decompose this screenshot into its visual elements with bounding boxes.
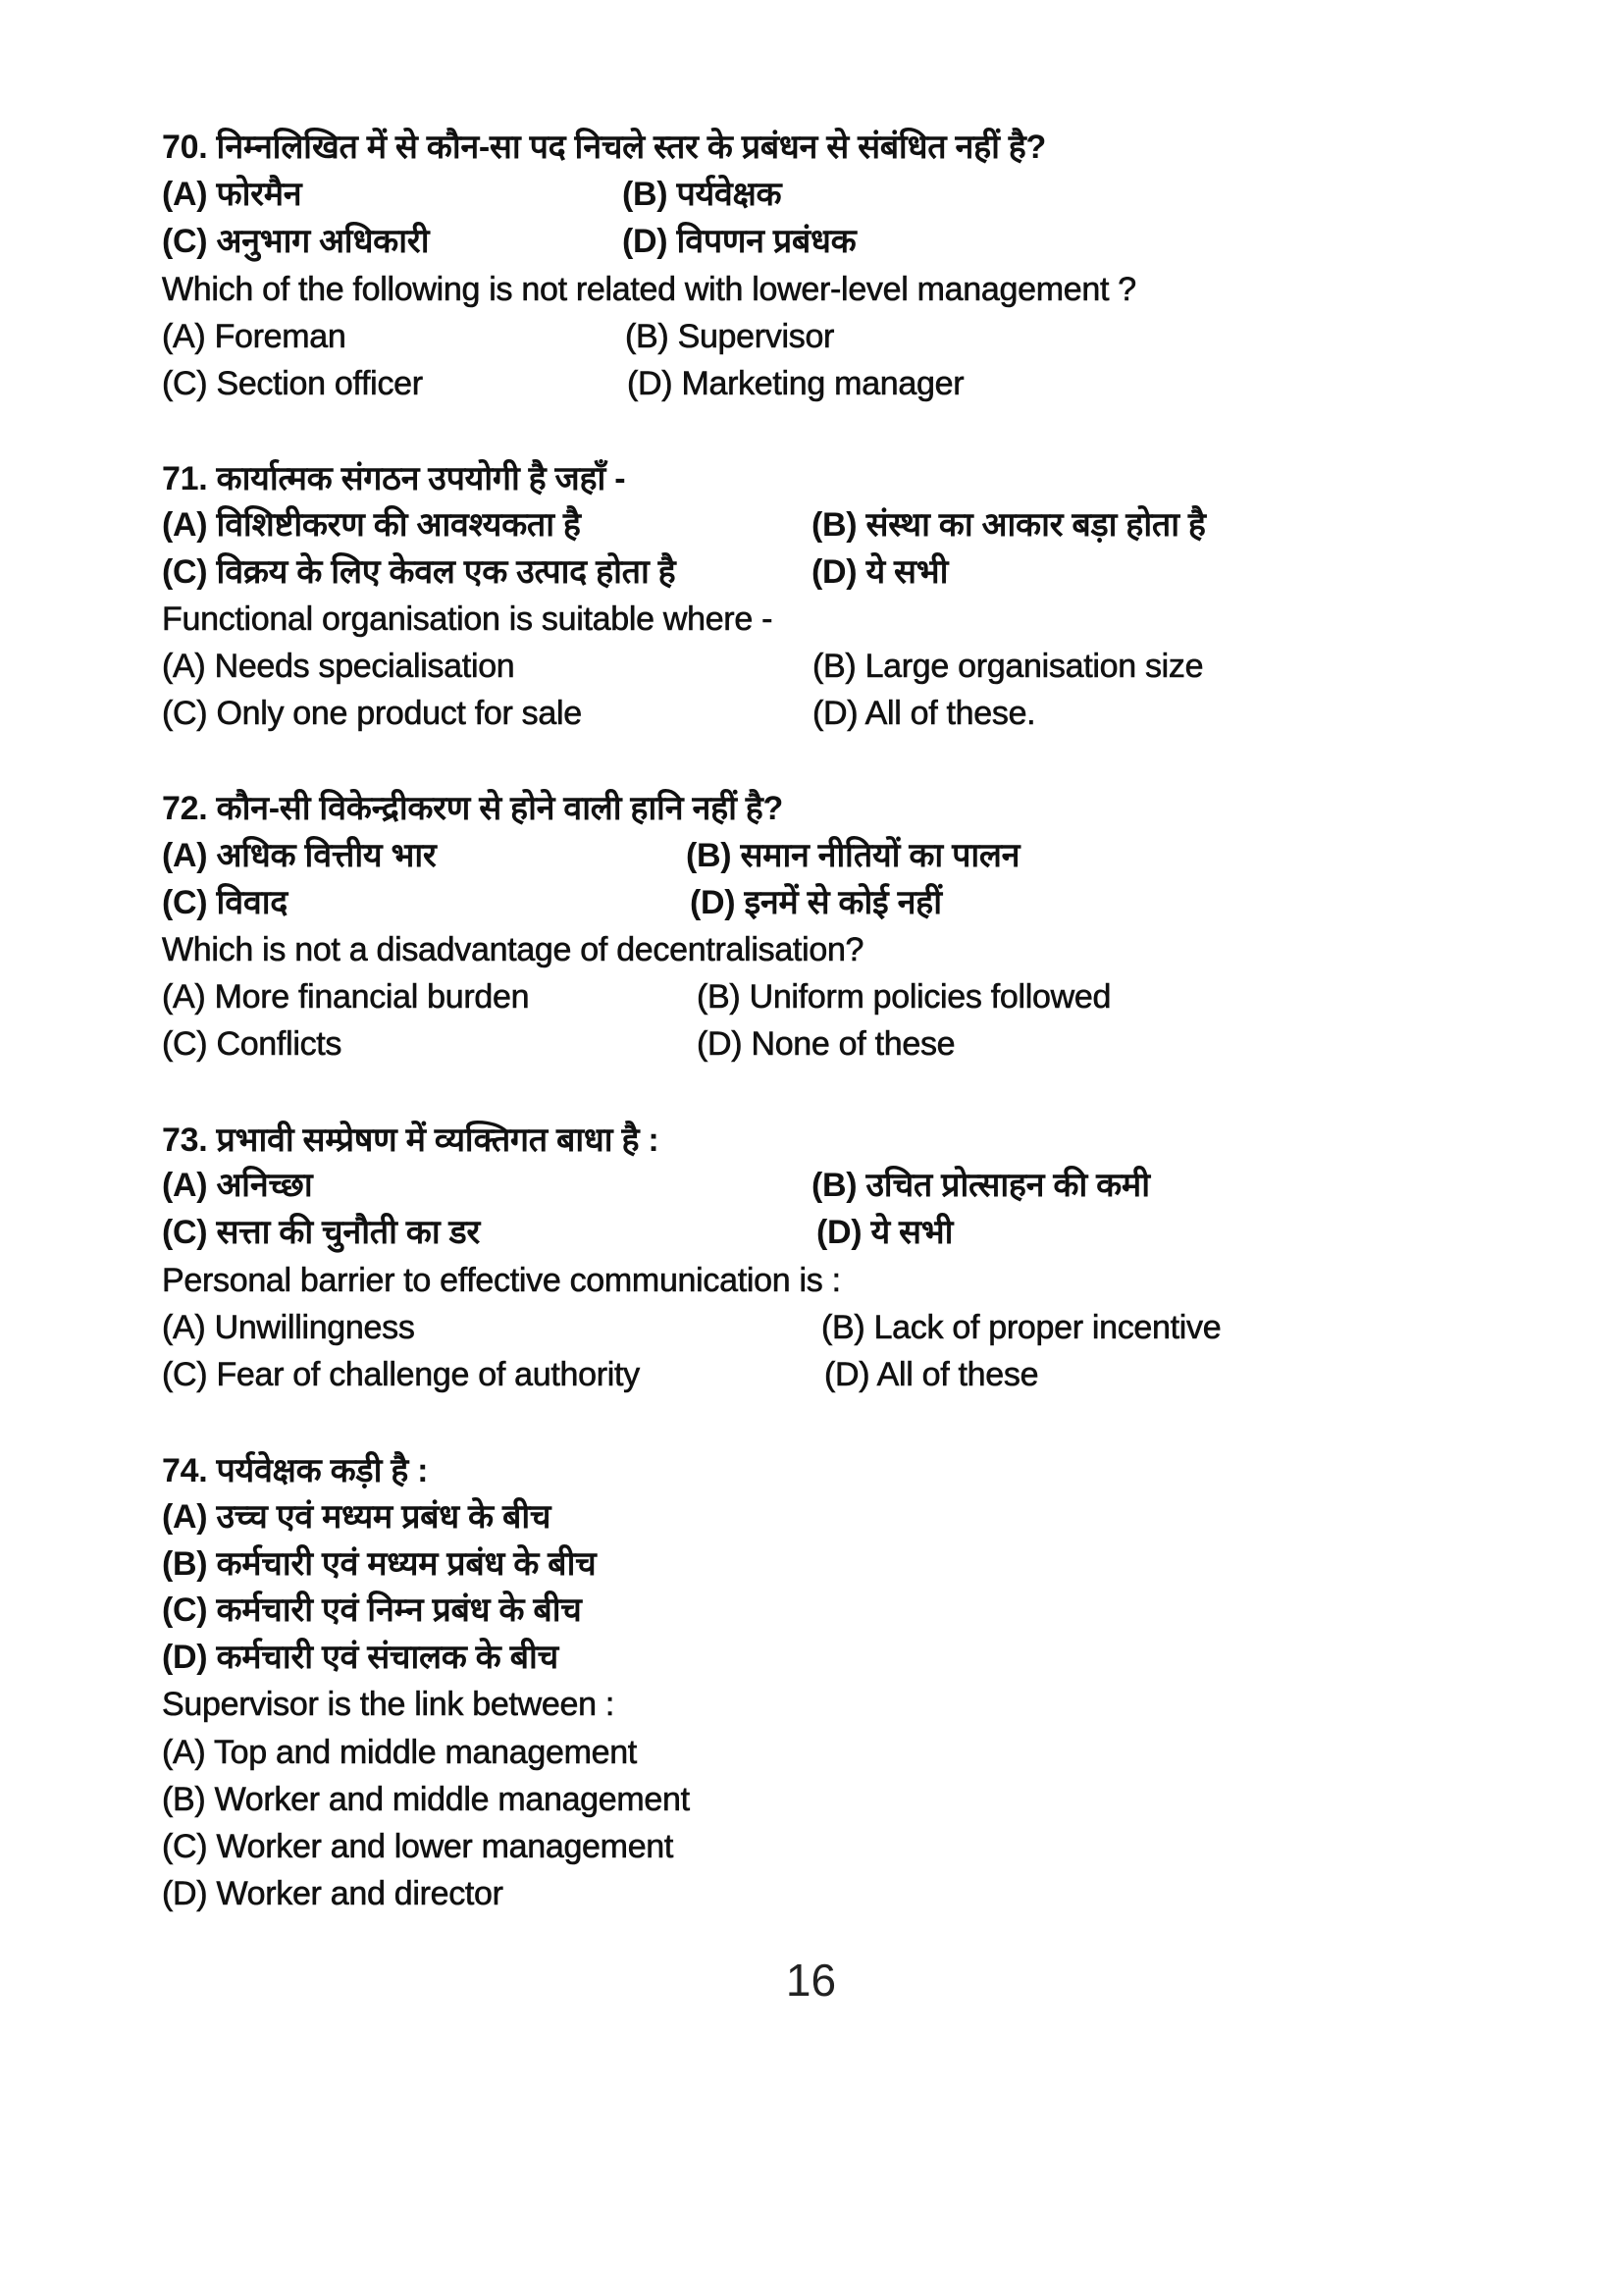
option-english-d: (D) None of these xyxy=(697,1025,956,1063)
option-english-a: (A) Foreman xyxy=(162,318,346,355)
option-hindi-d: (D) इनमें से कोई नहीं xyxy=(690,884,942,921)
question-hindi: 72. कौन-सी विकेन्द्रीकरण से होने वाली हानि नहीं है? xyxy=(162,790,783,827)
option-hindi-c: (C) अनुभाग अधिकारी xyxy=(162,223,430,260)
question-english: Personal barrier to effective communication is : xyxy=(162,1262,841,1299)
question-hindi: 73. प्रभावी सम्प्रेषण में व्यक्तिगत बाधा है : xyxy=(162,1122,659,1159)
option-hindi-d: (D) ये सभी xyxy=(811,553,949,591)
question-hindi: 74. पर्यवेक्षक कड़ी है : xyxy=(162,1452,429,1489)
option-hindi-a: (A) विशिष्टीकरण की आवश्यकता है xyxy=(162,506,581,544)
option-hindi-a: (A) उच्च एवं मध्यम प्रबंध के बीच xyxy=(162,1498,551,1536)
question-hindi: 70. निम्नलिखित में से कौन-सा पद निचले स्तर के प्रबंधन से संबंधित नहीं है? xyxy=(162,129,1047,166)
option-english-a: (A) Unwillingness xyxy=(162,1309,415,1346)
option-hindi-c: (C) विवाद xyxy=(162,884,288,921)
page-number: 16 xyxy=(785,1955,837,2006)
option-english-c: (C) Fear of challenge of authority xyxy=(162,1356,640,1393)
question-english: Which is not a disadvantage of decentralisation? xyxy=(162,931,864,968)
option-english-a: (A) Needs specialisation xyxy=(162,648,515,685)
option-hindi-a: (A) अधिक वित्तीय भार xyxy=(162,837,437,874)
option-hindi-a: (A) अनिच्छा xyxy=(162,1167,313,1204)
option-english-d: (D) Worker and director xyxy=(162,1875,503,1912)
option-english-c: (C) Section officer xyxy=(162,365,423,402)
option-hindi-d: (D) कर्मचारी एवं संचालक के बीच xyxy=(162,1639,558,1676)
option-english-a: (A) More financial burden xyxy=(162,978,530,1016)
question-english: Which of the following is not related with lower-level management ? xyxy=(162,271,1136,308)
option-english-a: (A) Top and middle management xyxy=(162,1734,637,1771)
option-hindi-d: (D) ये सभी xyxy=(816,1214,954,1251)
option-hindi-b: (B) उचित प्रोत्साहन की कमी xyxy=(811,1167,1150,1204)
question-english: Functional organisation is suitable where - xyxy=(162,600,773,638)
option-hindi-b: (B) समान नीतियों का पालन xyxy=(686,837,1020,874)
option-hindi-b: (B) पर्यवेक्षक xyxy=(622,176,782,213)
option-english-b: (B) Large organisation size xyxy=(812,648,1204,685)
option-english-d: (D) All of these. xyxy=(812,695,1036,732)
option-english-b: (B) Uniform policies followed xyxy=(697,978,1112,1016)
option-english-d: (D) Marketing manager xyxy=(627,365,965,402)
question-hindi: 71. कार्यात्मक संगठन उपयोगी है जहाँ - xyxy=(162,460,626,497)
option-hindi-c: (C) सत्ता की चुनौती का डर xyxy=(162,1214,480,1251)
option-english-c: (C) Worker and lower management xyxy=(162,1828,674,1865)
option-english-b: (B) Worker and middle management xyxy=(162,1781,690,1818)
option-english-b: (B) Supervisor xyxy=(625,318,835,355)
option-english-c: (C) Conflicts xyxy=(162,1025,342,1063)
option-hindi-c: (C) कर्मचारी एवं निम्न प्रबंध के बीच xyxy=(162,1592,582,1629)
question-english: Supervisor is the link between : xyxy=(162,1686,614,1723)
option-english-b: (B) Lack of proper incentive xyxy=(821,1309,1222,1346)
option-hindi-a: (A) फोरमैन xyxy=(162,176,302,213)
option-english-d: (D) All of these xyxy=(824,1356,1039,1393)
option-hindi-c: (C) विक्रय के लिए केवल एक उत्पाद होता है xyxy=(162,553,676,591)
option-hindi-b: (B) संस्था का आकार बड़ा होता है xyxy=(811,506,1206,544)
option-hindi-b: (B) कर्मचारी एवं मध्यम प्रबंध के बीच xyxy=(162,1545,597,1583)
option-english-c: (C) Only one product for sale xyxy=(162,695,582,732)
option-hindi-d: (D) विपणन प्रबंधक xyxy=(622,223,857,260)
